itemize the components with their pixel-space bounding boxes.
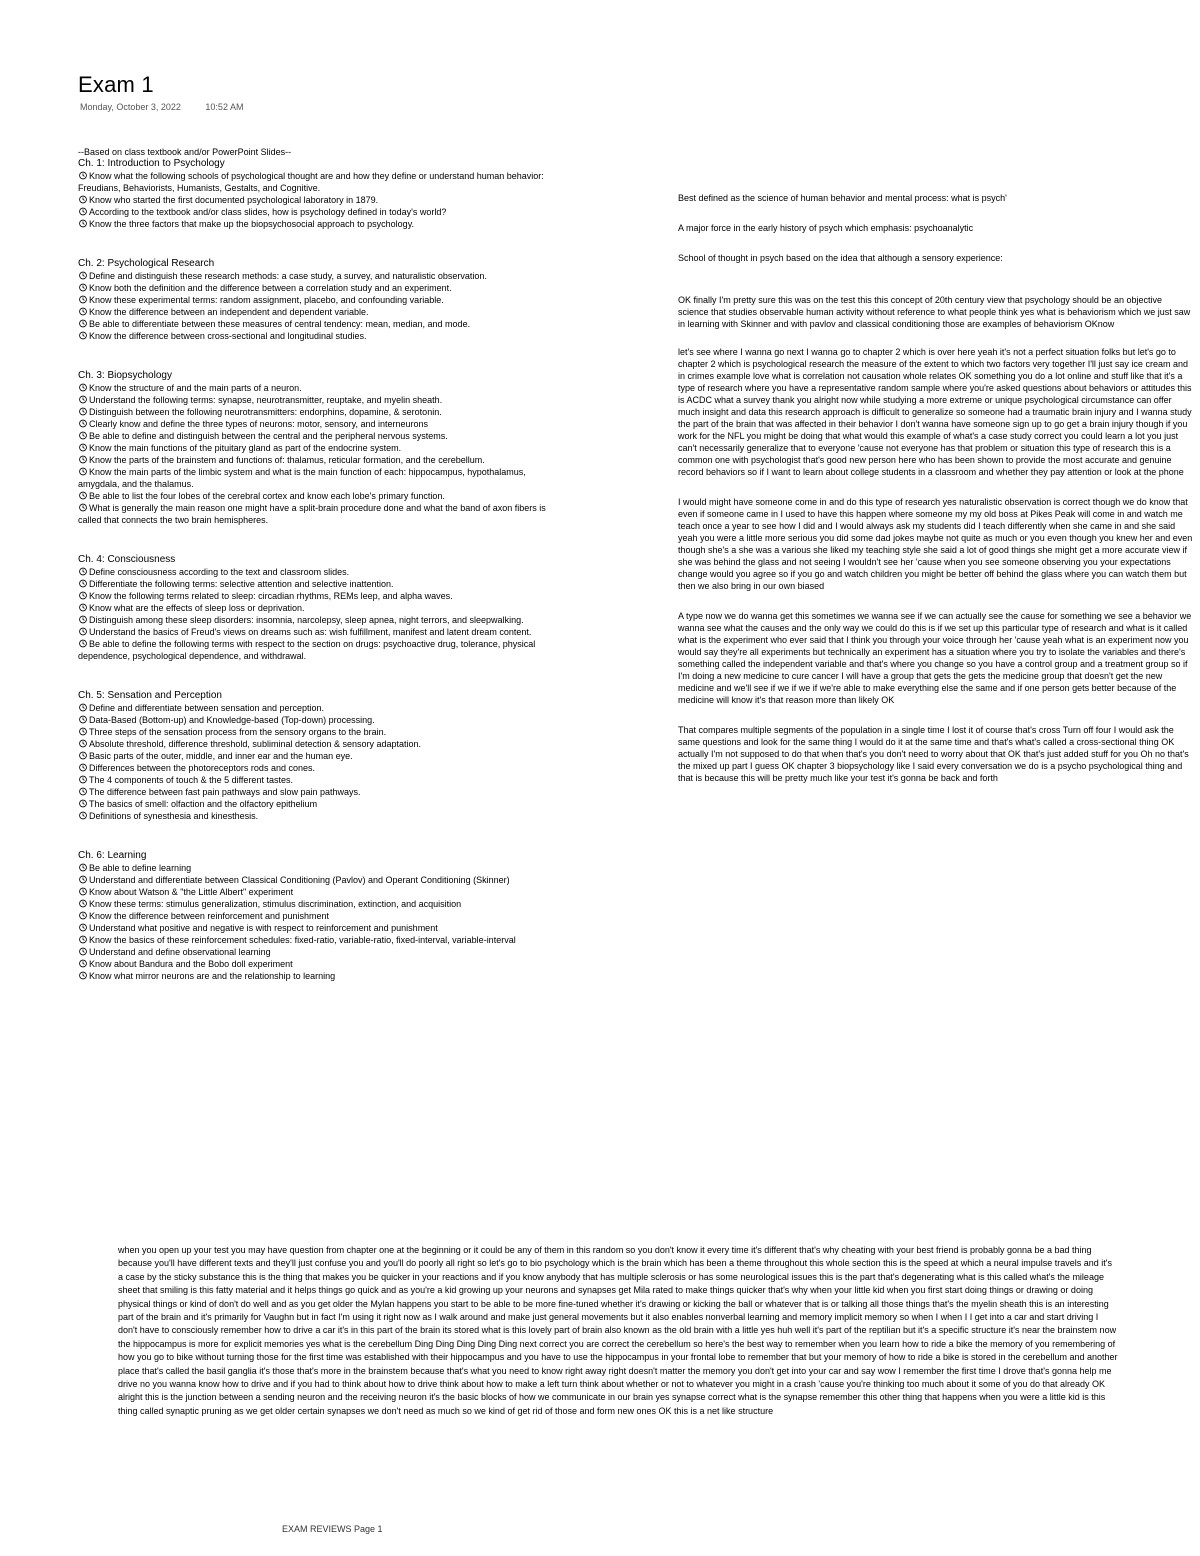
item-text: Define and differentiate between sensation and perception. (89, 703, 325, 713)
note-paragraph: let's see where I wanna go next I wanna go to chapter 2 which is over here yeah it's not a perfect situation folks but let's go to chapter 2 which is psychological research the measure of the extent to which two factors very together I'll just say ice cream and in crimes example love what is correlation not causation whole relates OK something you do a lot online and stuff like that it's a type of research where you have a representative random sample where you're asked questions about behaviors or attitudes this is ACDC what a survey thank you alright now while studying a more extreme or unique psychological circumstance can offer much insight and data this research approach is difficult to generalize so someone had a traumatic brain injury and I wanna study the part of the brain that was affected in their behavior I don't wanna have someone sign up to go get a brain injury though if you work for the NFL you might be doing that what would this example of what's a case study correct you could learn a lot you just can't necessarily generalize that to everyone 'cause not everyone has that problem or situation this type of research this is a common one with psychologist that's good new person here who has been shown to provide the most accurate and genuine record behaviors so if I want to learn about college students in a classroom and whether they pay attention or look at the phone (678, 347, 1192, 477)
note-paragraph: School of thought in psych based on the idea that although a sensory experience: (678, 253, 1003, 263)
clock-icon (78, 627, 88, 636)
clock-icon (78, 395, 88, 404)
section-items (78, 270, 548, 342)
clock-icon (78, 923, 88, 932)
clock-icon (78, 947, 88, 956)
clock-icon (78, 863, 88, 872)
section-items (78, 702, 548, 822)
clock-icon (78, 171, 88, 180)
list-item (78, 762, 548, 774)
list-item (78, 874, 548, 886)
list-item (78, 282, 548, 294)
clock-icon (78, 639, 88, 648)
clock-icon (78, 811, 88, 820)
item-text: Data-Based (Bottom-up) and Knowledge-based (Top-down) processing. (89, 715, 375, 725)
transcript-paragraph: when you open up your test you may have question from chapter one at the beginning or it could be any of them in this random so you don't know it every time it's different that's why cheating with your best friend is probably gonna be a bad thing because you'll have different texts and they'll just confuse you and you'll do poorly all right so let's go to bio psychology which is the brain which has been a theme throughout this whole section this is the speed at which a neural impulse travels and it's a case by the sticky substance this is the thing that makes you be quicker in your reactions and if you know anybody that has multiple sclerosis or has some neurological issues this is the part that's degenerating what is this called what's the mileage sheet that smiling is this fatty material and it helps things go quick and as you're a kid growing up your neurons and synapses get Mila rated to make things quicker that's why when your little kid when you first start doing things or drawing or doing physical things or kind of don't do well and as you get older the Mylan happens you start to be able to be more fine-tuned whether it's drawing or kicking the ball or whatever that is or talking all those things that's the myelin sheath this is an interesting part of the brain and it's primarily for Vaughn but in fact I'm using it right now as I walk around and make just general movements but it also enables nonverbal learning and memory implicit memory so when I when I I get into a car and start driving I don't have to consciously remember how to drive a car it's in this part of the brain its stored what is this lovely part of brain also known as the old brain with a little yes huh well it's part of the reptilian but it's a specific structure it's near the brainstem now the hippocampus is more for explicit memories yes what is the cerebellum Ding Ding Ding Ding Ding next correct you are correct the cerebellum so here's the best way to remember when you learn how to ride a bike the memory of you remembering of how you go to bike without turning those for the first time was established with their hippocampus and you have to use the hippocampus in your frontal lobe to remember that but your memory of how to ride a bike is stored in the cerebellum and another place that's called the basil ganglia it's those that's more in the brainstem because that's what you need to know right away right doesn't matter the memory you don't get into your car and say wow I remember the first time I drove that's gonna help me drive no you wanna know how to drive and if you had to think about how to drive think about how to make a left turn think about whether or not to whatever you might in a crash 'cause you're thinking too much about it some of you do that already OK alright this is the junction between a sending neuron and the receiving neuron it's the basic blocks of how we communicate in our brain yes synapse correct what is the synapse remember this other thing that happens when you were a little kid is this thing called synaptic pruning as we get older certain synapses we don't need as much so we kind of get rid of those and form new ones OK this is a net like structure (118, 1245, 1118, 1416)
page-date: Monday, October 3, 2022 (80, 102, 181, 112)
list-item (78, 862, 548, 874)
item-text: The basics of smell: olfaction and the olfactory epithelium (89, 799, 318, 809)
note-paragraph: I would might have someone come in and do this type of research yes naturalistic observation is correct though we do know that even if someone came in I used to have this happen where someone my my old boss at Pikes Peak will come in and watch me teach once a year to see how I did and I would always ask my students did I teach differently when she came in and she said yeah you were a little more serious you did some dad jokes maybe not quite as much or you even though you knew her and even though she's a she was a various she liked my teaching style she said a lot of good things she might get a more accurate view if she was behind the glass and not seeing I wouldn't see her 'cause when you see someone observing you your expectations change would you agree so if you go and watch children you might be better off behind the glass where you can watch them but then we also bring in our own biased (678, 497, 1193, 591)
list-item (78, 602, 548, 614)
item-text: Know the parts of the brainstem and functions of: thalamus, reticular formation, and the cerebellum. (89, 455, 485, 465)
list-item (78, 614, 548, 626)
item-text: Know the difference between an independent and dependent variable. (89, 307, 369, 317)
clock-icon (78, 615, 88, 624)
outline-section (78, 158, 548, 230)
item-text: Understand and differentiate between Classical Conditioning (Pavlov) and Operant Conditioning (Skinner) (89, 875, 510, 885)
list-item (78, 318, 548, 330)
clock-icon (78, 283, 88, 292)
list-item (78, 970, 548, 982)
list-item (78, 578, 548, 590)
list-item (78, 306, 548, 318)
clock-icon (78, 319, 88, 328)
clock-icon (78, 775, 88, 784)
item-text: Know the difference between reinforcement and punishment (89, 911, 329, 921)
item-text: Be able to differentiate between these measures of central tendency: mean, median, and mode. (89, 319, 471, 329)
item-text: Define consciousness according to the text and classroom slides. (89, 567, 350, 577)
item-text: Three steps of the sensation process from the sensory organs to the brain. (89, 727, 387, 737)
clock-icon (78, 591, 88, 600)
section-items (78, 862, 548, 982)
note-paragraph: Best defined as the science of human behavior and mental process: what is psych' (678, 193, 1007, 203)
item-text: Know what the following schools of psychological thought are and how they define or understand human behavior: Freudians, Behaviorists, Humanists, Gestalts, and Cognitive. (78, 171, 544, 193)
list-item (78, 218, 548, 230)
item-text: Be able to list the four lobes of the cerebral cortex and know each lobe's primary function. (89, 491, 445, 501)
item-text: Know what mirror neurons are and the relationship to learning (89, 971, 336, 981)
item-text: Know both the definition and the difference between a correlation study and an experiment. (89, 283, 452, 293)
clock-icon (78, 219, 88, 228)
item-text: Understand and define observational learning (89, 947, 271, 957)
item-text: Know the difference between cross-sectional and longitudinal studies. (89, 331, 367, 341)
clock-icon (78, 787, 88, 796)
item-text: Differentiate the following terms: selective attention and selective inattention. (89, 579, 394, 589)
list-item (78, 726, 548, 738)
clock-icon (78, 431, 88, 440)
note-paragraph: A major force in the early history of psych which emphasis: psychoanalytic (678, 223, 974, 233)
note-paragraph: OK finally I'm pretty sure this was on the test this this concept of 20th century view that psychology should be an objective science that studies observable human activity without reference to what people think yes what is behaviorism which we just saw in learning with Skinner and with pavlov and classical conditioning those are examples of behaviorism OKnow (678, 295, 1191, 329)
list-item (78, 442, 548, 454)
item-text: Be able to define learning (89, 863, 192, 873)
clock-icon (78, 419, 88, 428)
page-title: Exam 1 (78, 72, 154, 97)
list-item (78, 910, 548, 922)
section-title: Ch. 1: Introduction to Psychology (78, 158, 225, 169)
item-text: Define and distinguish these research methods: a case study, a survey, and naturalistic observation. (89, 271, 487, 281)
clock-icon (78, 331, 88, 340)
lecture-notes (678, 192, 1194, 784)
section-items (78, 566, 548, 662)
item-text: The 4 components of touch & the 5 different tastes. (89, 775, 293, 785)
section-title: Ch. 4: Consciousness (78, 554, 176, 565)
item-text: According to the textbook and/or class slides, how is psychology defined in today's world? (89, 207, 447, 217)
item-text: Know these experimental terms: random assignment, placebo, and confounding variable. (89, 295, 444, 305)
item-text: Differences between the photoreceptors rods and cones. (89, 763, 315, 773)
list-item (78, 786, 548, 798)
item-text: Definitions of synesthesia and kinesthesis. (89, 811, 259, 821)
clock-icon (78, 195, 88, 204)
list-item (78, 774, 548, 786)
list-item (78, 406, 548, 418)
list-item (78, 466, 548, 490)
outline-sections (78, 158, 548, 982)
clock-icon (78, 407, 88, 416)
item-text: Understand the following terms: synapse, neurotransmitter, reuptake, and myelin sheath. (89, 395, 443, 405)
clock-icon (78, 307, 88, 316)
clock-icon (78, 503, 88, 512)
clock-icon (78, 799, 88, 808)
section-title: Ch. 2: Psychological Research (78, 258, 215, 269)
clock-icon (78, 491, 88, 500)
list-item (78, 170, 548, 194)
list-item (78, 798, 548, 810)
page-time: 10:52 AM (205, 102, 244, 112)
clock-icon (78, 567, 88, 576)
list-item (78, 194, 548, 206)
item-text: The difference between fast pain pathways and slow pain pathways. (89, 787, 361, 797)
clock-icon (78, 875, 88, 884)
clock-icon (78, 751, 88, 760)
list-item (78, 330, 548, 342)
item-text: Know about Watson & "the Little Albert" experiment (89, 887, 294, 897)
exam-outline (78, 146, 548, 1010)
list-item (78, 418, 548, 430)
list-item (78, 454, 548, 466)
section-items (78, 170, 548, 230)
item-text: Know the three factors that make up the biopsychosocial approach to psychology. (89, 219, 415, 229)
list-item (78, 626, 548, 638)
list-item (78, 886, 548, 898)
list-item (78, 590, 548, 602)
list-item (78, 934, 548, 946)
list-item (78, 810, 548, 822)
clock-icon (78, 899, 88, 908)
clock-icon (78, 911, 88, 920)
list-item (78, 702, 548, 714)
item-text: Know the following terms related to sleep: circadian rhythms, REMs leep, and alpha waves. (89, 591, 453, 601)
list-item (78, 206, 548, 218)
list-item (78, 638, 548, 662)
item-text: Understand the basics of Freud's views on dreams such as: wish fulfillment, manifest and latent dream content. (89, 627, 532, 637)
list-item (78, 430, 548, 442)
clock-icon (78, 703, 88, 712)
outline-section (78, 554, 548, 662)
item-text: Know who started the first documented psychological laboratory in 1879. (89, 195, 379, 205)
list-item (78, 502, 548, 526)
item-text: Know these terms: stimulus generalization, stimulus discrimination, extinction, and acquisition (89, 899, 462, 909)
item-text: Know what are the effects of sleep loss or deprivation. (89, 603, 305, 613)
clock-icon (78, 971, 88, 980)
list-item (78, 270, 548, 282)
page-footer: EXAM REVIEWS Page 1 (282, 1524, 383, 1534)
clock-icon (78, 959, 88, 968)
section-title: Ch. 6: Learning (78, 850, 147, 861)
list-item (78, 394, 548, 406)
clock-icon (78, 579, 88, 588)
outline-section (78, 258, 548, 342)
item-text: Absolute threshold, difference threshold, subliminal detection & sensory adaptation. (89, 739, 422, 749)
item-text: Know the basics of these reinforcement schedules: fixed-ratio, variable-ratio, fixed-interval, variable-interval (89, 935, 516, 945)
outline-intro: --Based on class textbook and/or PowerPoint Slides-- (78, 147, 292, 157)
item-text: Clearly know and define the three types of neurons: motor, sensory, and interneurons (89, 419, 429, 429)
item-text: Know about Bandura and the Bobo doll experiment (89, 959, 293, 969)
list-item (78, 738, 548, 750)
page-datetime (80, 102, 243, 112)
item-text: Distinguish between the following neurotransmitters: endorphins, dopamine, & serotonin. (89, 407, 442, 417)
clock-icon (78, 295, 88, 304)
list-item (78, 750, 548, 762)
item-text: Basic parts of the outer, middle, and inner ear and the human eye. (89, 751, 353, 761)
clock-icon (78, 455, 88, 464)
outline-section (78, 690, 548, 822)
list-item (78, 958, 548, 970)
item-text: What is generally the main reason one might have a split-brain procedure done and what the band of axon fibers is called that connects the two brain hemispheres. (78, 503, 546, 525)
note-paragraph: That compares multiple segments of the population in a single time I lost it of course that's cross Turn off four I would ask the same questions and look for the same thing I would do it at the same time and that's what's called a cross-sectional thing OK actually I'm not supposed to do that when that's you don't need to worry about that OK that's just added stuff for you Oh no that's the mixed up part I guess OK chapter 3 biopsychology like I said every conversation we do is a psycho psychological thing and that is because this will be pretty much like your test it's gonna be back and forth (678, 725, 1189, 783)
list-item (78, 566, 548, 578)
list-item (78, 922, 548, 934)
clock-icon (78, 715, 88, 724)
item-text: Know the structure of and the main parts of a neuron. (89, 383, 302, 393)
clock-icon (78, 603, 88, 612)
list-item (78, 490, 548, 502)
list-item (78, 294, 548, 306)
clock-icon (78, 207, 88, 216)
item-text: Distinguish among these sleep disorders: insomnia, narcolepsy, sleep apnea, night terrors, and sleepwalking. (89, 615, 524, 625)
item-text: Understand what positive and negative is with respect to reinforcement and punishment (89, 923, 438, 933)
outline-section (78, 370, 548, 526)
clock-icon (78, 887, 88, 896)
clock-icon (78, 727, 88, 736)
item-text: Know the main functions of the pituitary gland as part of the endocrine system. (89, 443, 402, 453)
clock-icon (78, 763, 88, 772)
clock-icon (78, 739, 88, 748)
item-text: Know the main parts of the limbic system and what is the main function of each: hippocampus, hypothalamus, amygdala, and the thalamus. (78, 467, 526, 489)
section-title: Ch. 3: Biopsychology (78, 370, 172, 381)
item-text: Be able to define and distinguish between the central and the peripheral nervous systems. (89, 431, 448, 441)
section-title: Ch. 5: Sensation and Perception (78, 690, 222, 701)
clock-icon (78, 443, 88, 452)
outline-section (78, 850, 548, 982)
clock-icon (78, 271, 88, 280)
note-paragraph: A type now we do wanna get this sometimes we wanna see if we can actually see the cause for something we see a behavior we wanna see what the causes and the only way we could do this is if we set up this particular type of research and what is it called what is the experiment who ever said that I think you through your voice through her 'cause yeah what is an experiment now you would say they're all experiments but technically an experiment has a situation where you try to isolate the variables and there's something called the independent variable and that's where you change so you have a control group and a treatment group so if I'm doing a new medicine to cure cancer I will have a group that gets the gets the medicine group that doesn't get the new medicine and we'll see if we if we if we're able to make everything else the same and if one person gets better because of the medicine will know it's that reason more than likely OK (678, 611, 1192, 705)
clock-icon (78, 383, 88, 392)
section-items (78, 382, 548, 526)
list-item (78, 714, 548, 726)
list-item (78, 946, 548, 958)
list-item (78, 898, 548, 910)
item-text: Be able to define the following terms with respect to the section on drugs: psychoactive drug, tolerance, physical dependence, psychological dependence, and withdrawal. (78, 639, 536, 661)
clock-icon (78, 467, 88, 476)
clock-icon (78, 935, 88, 944)
list-item (78, 382, 548, 394)
